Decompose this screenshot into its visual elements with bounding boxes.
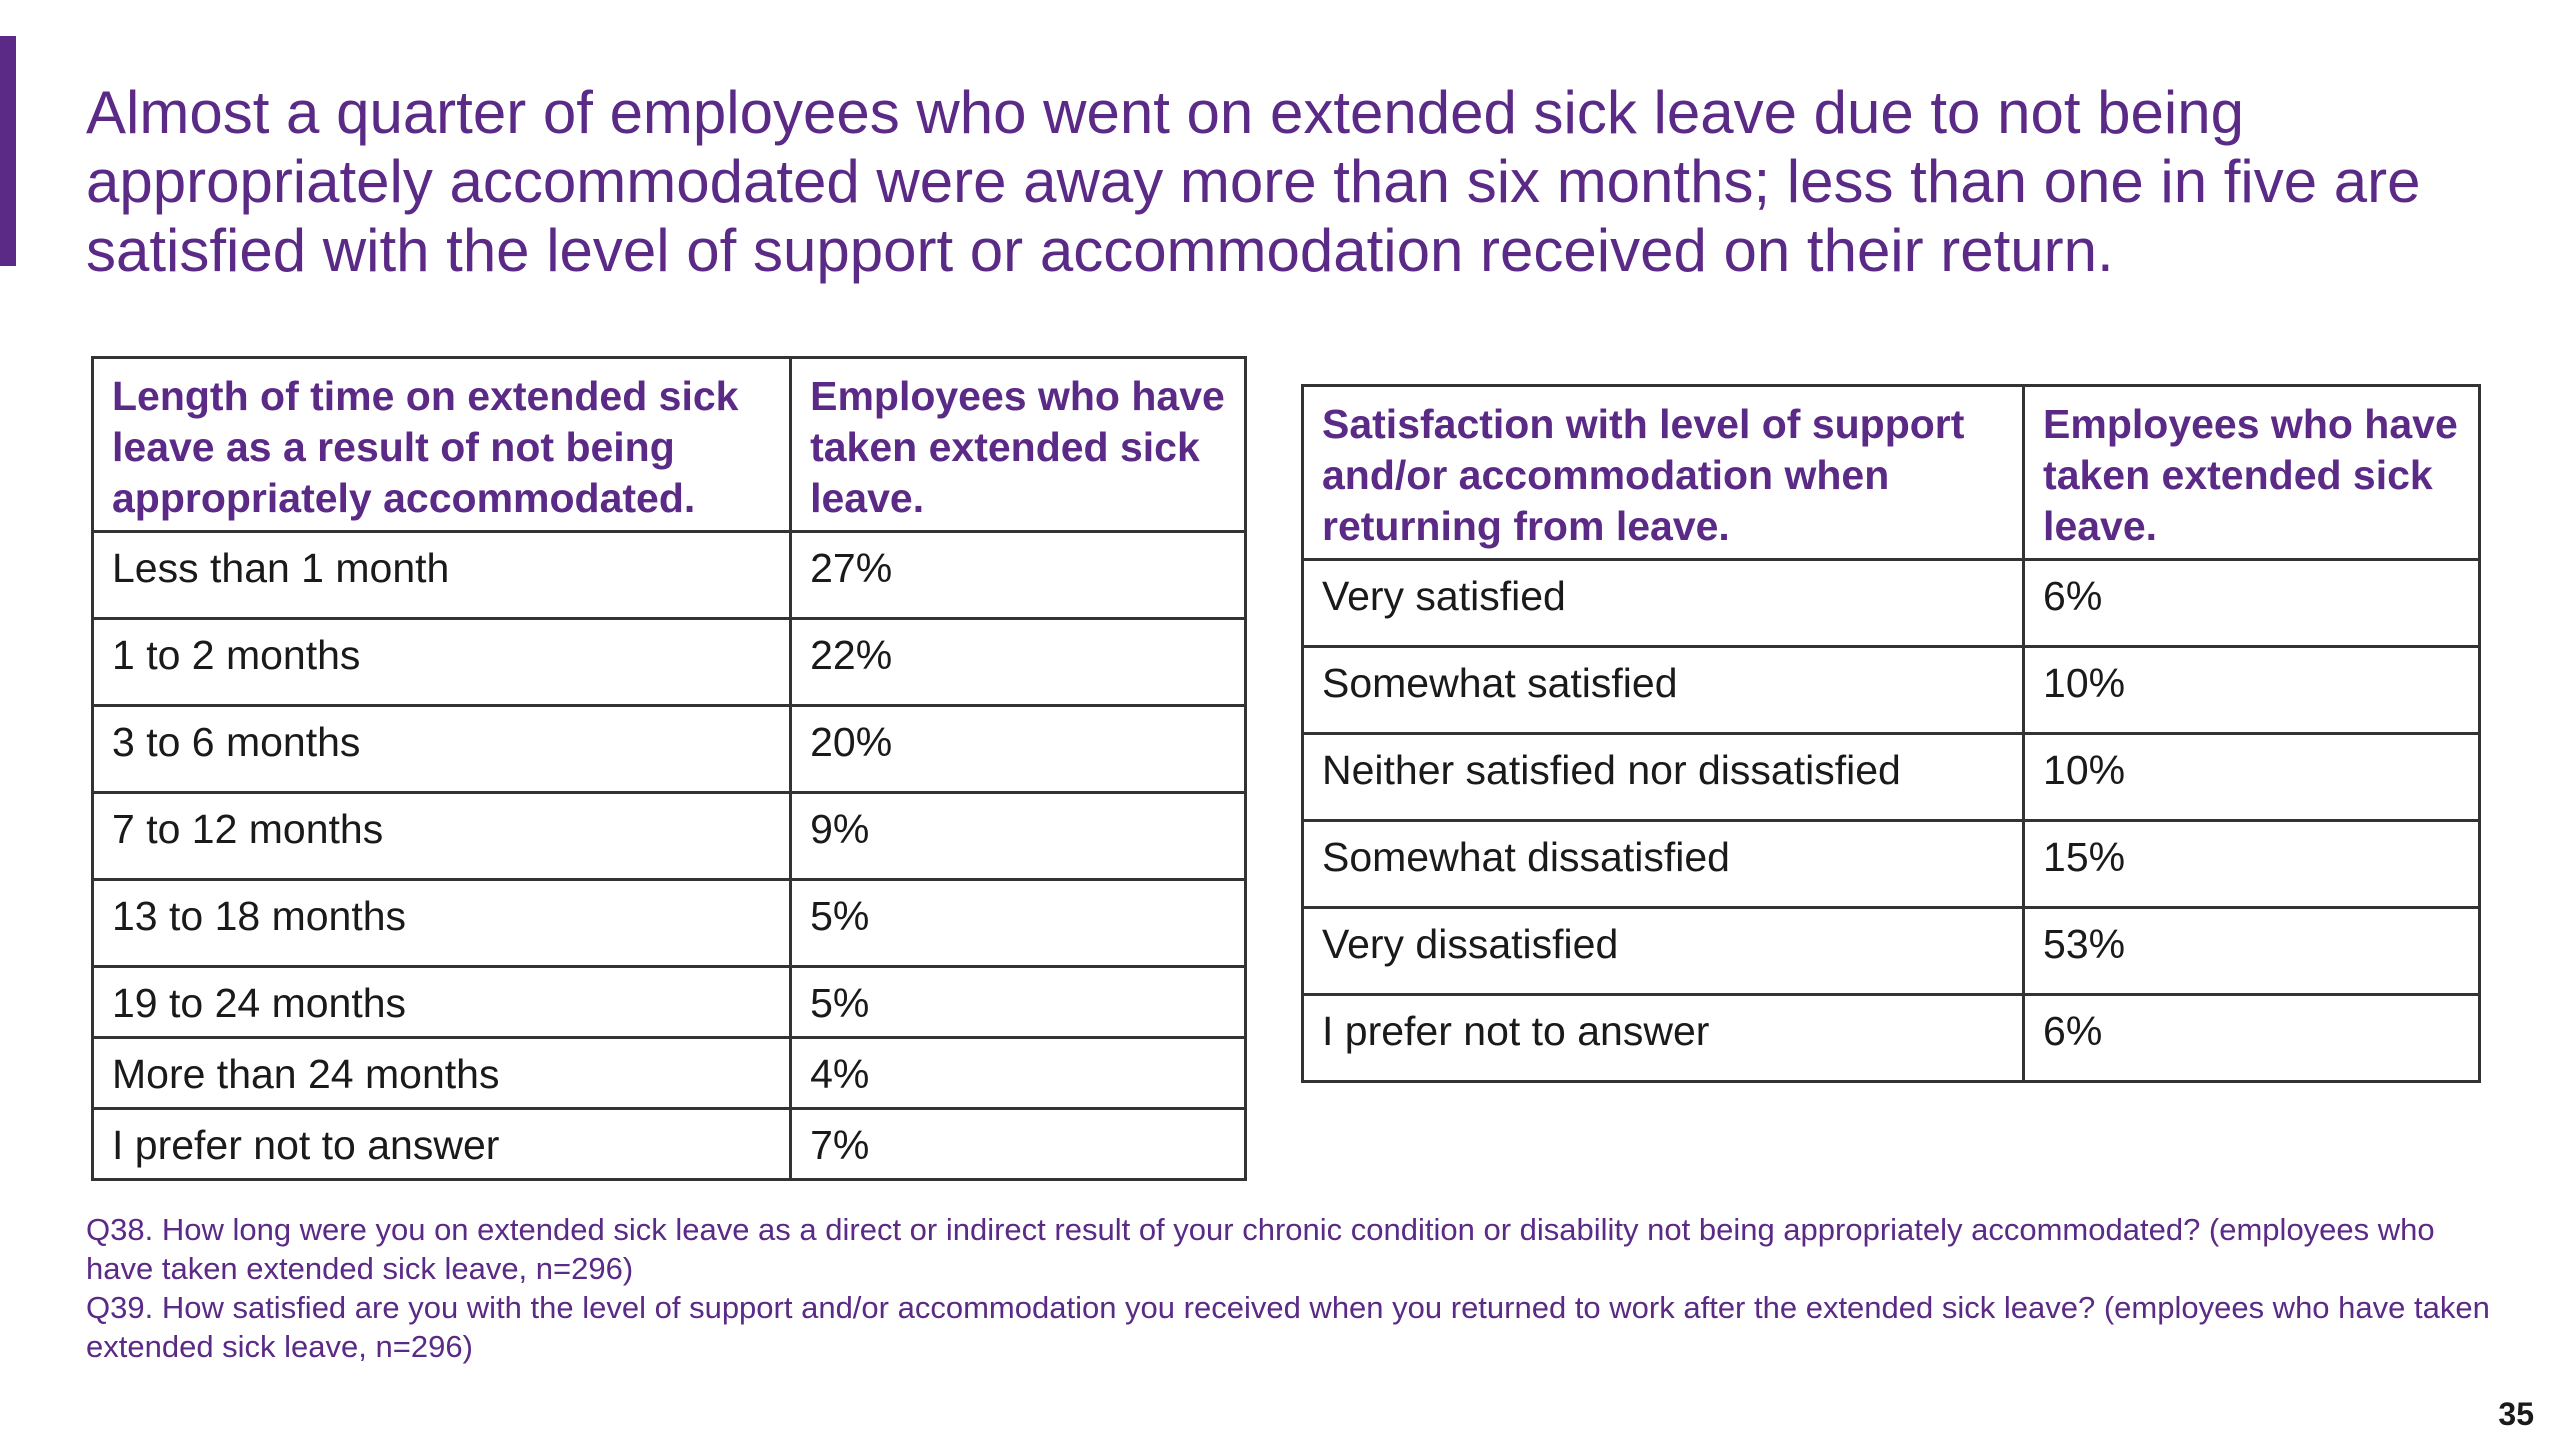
row-value: 5% — [791, 967, 1246, 1038]
footnote-q39: Q39. How satisfied are you with the level of support and/or accommodation you received when you returned to work after the extended sick leave? (employees who have taken extended sick leave, n=296) — [86, 1290, 2490, 1364]
row-value: 15% — [2024, 821, 2480, 908]
sick-leave-duration-table — [91, 356, 1247, 1181]
row-label: 1 to 2 months — [93, 619, 791, 706]
table-row — [1303, 734, 2480, 821]
duration-column-header: Length of time on extended sick leave as a result of not being appropriately accommodated. — [93, 358, 791, 532]
table-row — [1303, 647, 2480, 734]
row-label: Very satisfied — [1303, 560, 2024, 647]
table-row — [93, 619, 1246, 706]
row-label: I prefer not to answer — [1303, 995, 2024, 1082]
row-value: 27% — [791, 532, 1246, 619]
row-value: 6% — [2024, 995, 2480, 1082]
row-label: Very dissatisfied — [1303, 908, 2024, 995]
title-accent-bar — [0, 36, 16, 266]
row-label: Somewhat satisfied — [1303, 647, 2024, 734]
row-value: 20% — [791, 706, 1246, 793]
satisfaction-column-header: Satisfaction with level of support and/or accommodation when returning from leave. — [1303, 386, 2024, 560]
table-row — [93, 967, 1246, 1038]
table-row — [93, 793, 1246, 880]
row-value: 22% — [791, 619, 1246, 706]
page-title: Almost a quarter of employees who went on extended sick leave due to not being appropriately accommodated were away more than six months; less than one in five are satisfied with the level of support or accommodation received on their return. — [86, 79, 2421, 284]
table-row — [1303, 995, 2480, 1082]
row-label: More than 24 months — [93, 1038, 791, 1109]
row-value: 4% — [791, 1038, 1246, 1109]
employees-column-header: Employees who have taken extended sick leave. — [791, 358, 1246, 532]
row-value: 5% — [791, 880, 1246, 967]
row-label: Somewhat dissatisfied — [1303, 821, 2024, 908]
row-label: Neither satisfied nor dissatisfied — [1303, 734, 2024, 821]
table-row — [93, 880, 1246, 967]
footnotes — [86, 1210, 2506, 1366]
table-row — [1303, 821, 2480, 908]
row-value: 53% — [2024, 908, 2480, 995]
table-row — [93, 1038, 1246, 1109]
row-value: 9% — [791, 793, 1246, 880]
row-value: 6% — [2024, 560, 2480, 647]
row-label: 3 to 6 months — [93, 706, 791, 793]
satisfaction-table — [1301, 384, 2481, 1083]
table-row — [93, 1109, 1246, 1180]
employees-column-header: Employees who have taken extended sick leave. — [2024, 386, 2480, 560]
row-label: I prefer not to answer — [93, 1109, 791, 1180]
row-label: 7 to 12 months — [93, 793, 791, 880]
row-value: 10% — [2024, 647, 2480, 734]
footnote-q38: Q38. How long were you on extended sick leave as a direct or indirect result of your chronic condition or disability not being appropriately accommodated? (employees who have taken extended sick leave, n=296) — [86, 1212, 2435, 1286]
table-header-row — [1303, 386, 2480, 560]
table-header-row — [93, 358, 1246, 532]
table-row — [1303, 908, 2480, 995]
table-row — [1303, 560, 2480, 647]
row-label: Less than 1 month — [93, 532, 791, 619]
row-label: 13 to 18 months — [93, 880, 791, 967]
table-row — [93, 706, 1246, 793]
table-row — [93, 532, 1246, 619]
row-label: 19 to 24 months — [93, 967, 791, 1038]
row-value: 10% — [2024, 734, 2480, 821]
page-number: 35 — [2498, 1396, 2534, 1432]
row-value: 7% — [791, 1109, 1246, 1180]
